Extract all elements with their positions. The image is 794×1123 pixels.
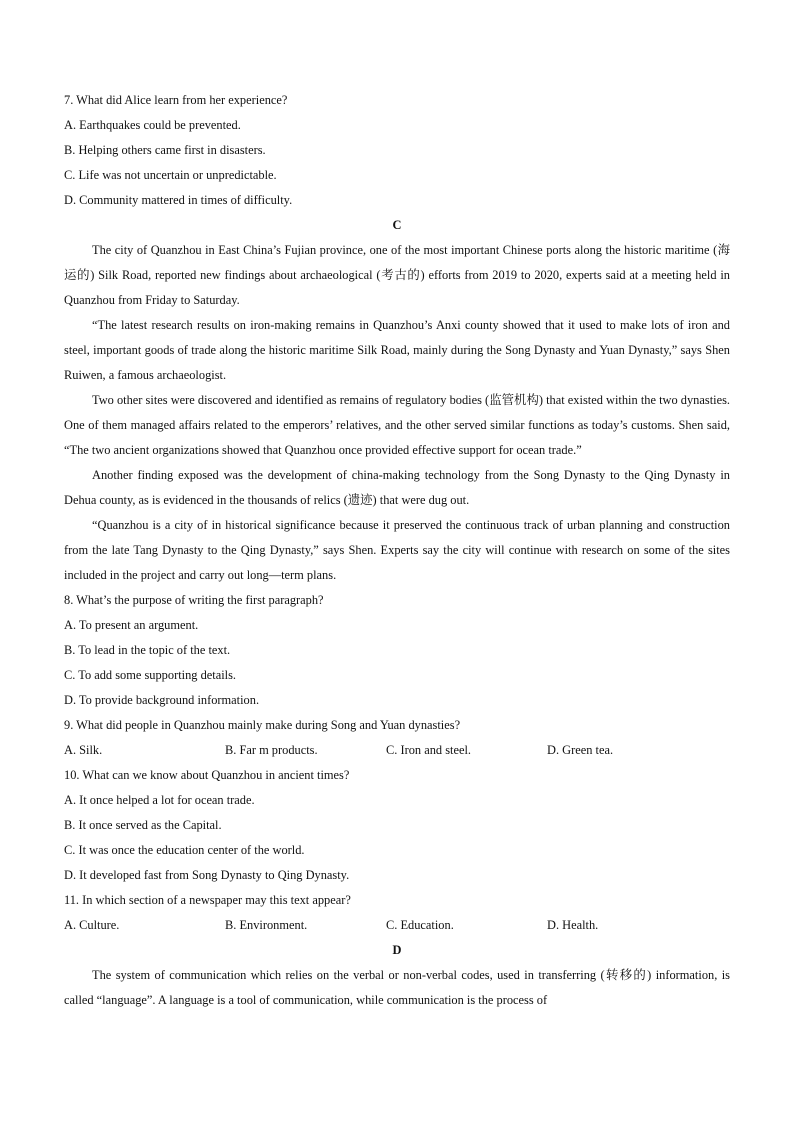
options-row (64, 913, 730, 938)
option-a: A. To present an argument. (64, 618, 199, 632)
passage-paragraph: Two other sites were discovered and identified as remains of regulatory bodies (监管机构) that existed within the two dynasties. One of them managed affairs related to the emperors’ relatives, and the other served similar functions as today’s customs. Shen said, “The two ancient organizations showed that Quanzhou once provided effective support for ocean trade.” (64, 393, 730, 457)
question-8 (64, 588, 730, 713)
exam-page (64, 88, 730, 1013)
options-row (64, 738, 730, 763)
option-b: B. Environment. (225, 918, 308, 932)
passage-c (64, 238, 730, 588)
section-heading-d: D (392, 943, 402, 957)
passage-paragraph: “Quanzhou is a city of in historical significance because it preserved the continuous track of urban planning and construction from the late Tang Dynasty to the Qing Dynasty,” says Shen. Experts say the city will continue with research on some of the sites included in the project and carry out long—term plans. (64, 518, 730, 582)
option-d: D. Health. (547, 918, 599, 932)
option-d: D. Community mattered in times of difficulty. (64, 193, 293, 207)
passage-paragraph: “The latest research results on iron-making remains in Quanzhou’s Anxi county showed that it used to make lots of iron and steel, important goods of trade along the historic maritime Silk Road, mainly during the Song Dynasty and Yuan Dynasty,” says Shen Ruiwen, a famous archaeologist. (64, 318, 730, 382)
question-stem: 11. In which section of a newspaper may this text appear? (64, 893, 351, 907)
passage-d (64, 963, 730, 1013)
section-heading-c: C (392, 218, 402, 232)
question-stem: 8. What’s the purpose of writing the first paragraph? (64, 593, 324, 607)
option-a: A. Silk. (64, 743, 103, 757)
option-a: A. Culture. (64, 918, 120, 932)
option-b: B. Helping others came first in disasters. (64, 143, 266, 157)
question-9 (64, 713, 730, 763)
option-c: C. Life was not uncertain or unpredictable. (64, 168, 277, 182)
option-b: B. Far m products. (225, 743, 318, 757)
passage-paragraph: The system of communication which relies on the verbal or non-verbal codes, used in transferring (转移的) information, is called “language”. A language is a tool of communication, while communication is the process of (64, 968, 730, 1007)
passage-paragraph: Another finding exposed was the development of china-making technology from the Song Dynasty to the Qing Dynasty in Dehua county, as is evidenced in the thousands of relics (遗迹) that were dug out. (64, 468, 730, 507)
option-b: B. It once served as the Capital. (64, 818, 222, 832)
option-c: C. Iron and steel. (386, 743, 471, 757)
option-d: D. It developed fast from Song Dynasty to Qing Dynasty. (64, 868, 350, 882)
question-7 (64, 88, 730, 213)
option-c: C. To add some supporting details. (64, 668, 237, 682)
passage-paragraph: The city of Quanzhou in East China’s Fujian province, one of the most important Chinese ports along the historic maritime (海运的) Silk Road, reported new findings about archaeological (考古的) efforts from 2019 to 2020, experts said at a meeting held in Quanzhou from Friday to Saturday. (64, 243, 730, 307)
option-b: B. To lead in the topic of the text. (64, 643, 231, 657)
question-stem: 7. What did Alice learn from her experience? (64, 93, 288, 107)
question-10 (64, 763, 730, 888)
option-c: C. Education. (386, 918, 454, 932)
option-a: A. Earthquakes could be prevented. (64, 118, 241, 132)
question-stem: 9. What did people in Quanzhou mainly make during Song and Yuan dynasties? (64, 718, 461, 732)
question-stem: 10. What can we know about Quanzhou in ancient times? (64, 768, 350, 782)
option-d: D. To provide background information. (64, 693, 260, 707)
question-11 (64, 888, 730, 938)
option-c: C. It was once the education center of the world. (64, 843, 305, 857)
option-a: A. It once helped a lot for ocean trade. (64, 793, 255, 807)
option-d: D. Green tea. (547, 743, 614, 757)
